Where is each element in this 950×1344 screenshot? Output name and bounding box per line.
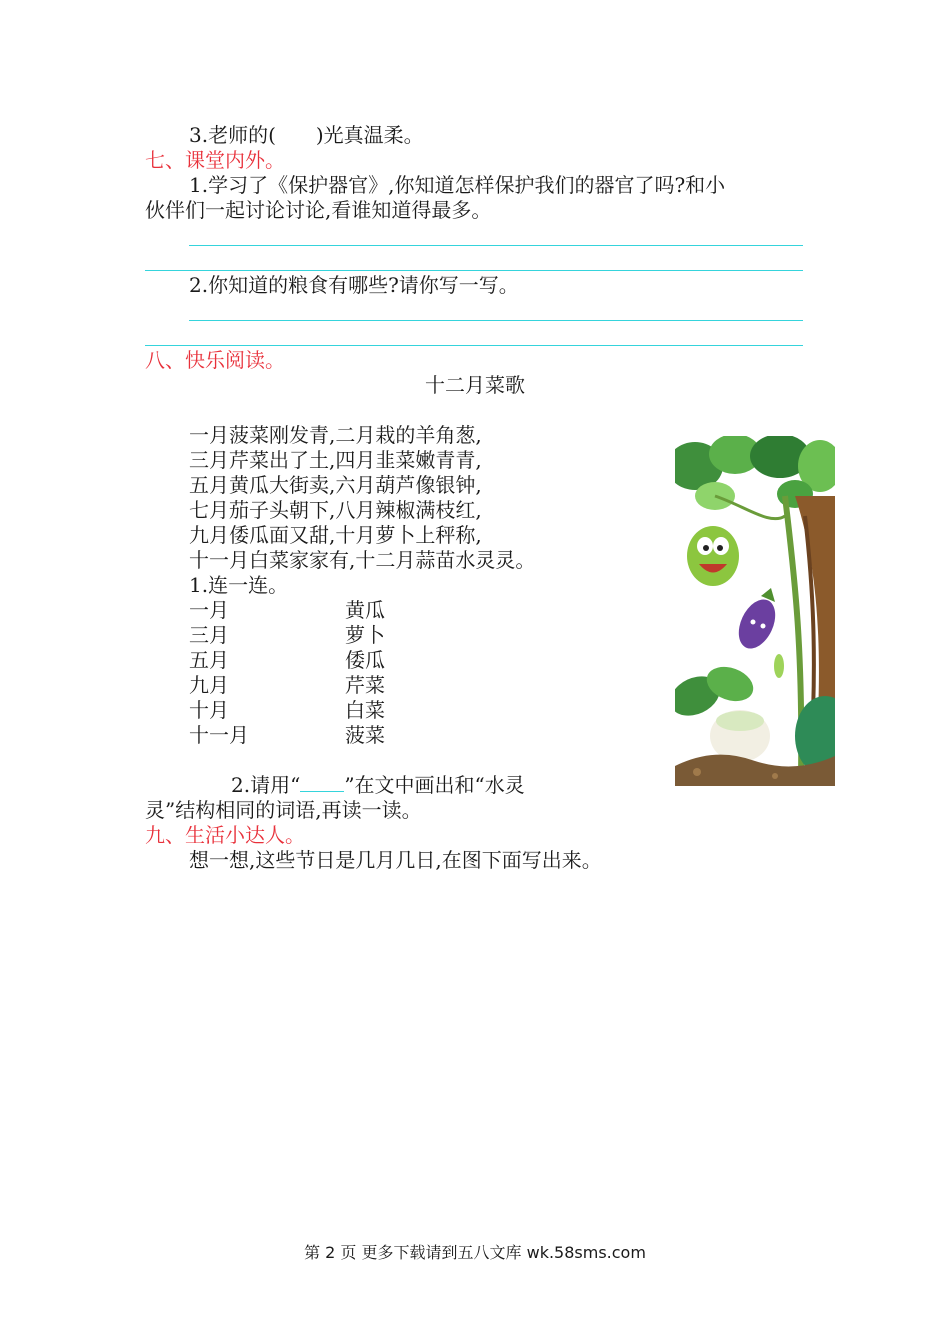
vegetable-label: 芹菜 — [345, 673, 385, 697]
question-2-line-2: 灵”结构相同的词语,再读一读。 — [145, 798, 422, 822]
section-7-item-1-line-2: 伙伴们一起讨论讨论,看谁知道得最多。 — [145, 198, 492, 222]
answer-line — [189, 320, 803, 321]
section-9-text: 想一想,这些节日是几月几日,在图下面写出来。 — [189, 848, 602, 872]
page-footer: 第 2 页 更多下载请到五八文库 wk.58sms.com — [304, 1243, 646, 1262]
poem-line: 七月茄子头朝下,八月辣椒满枝红, — [189, 498, 482, 522]
section-7-item-2: 2.你知道的粮食有哪些?请你写一写。 — [189, 273, 519, 297]
month-label: 十月 — [189, 698, 229, 722]
answer-line — [145, 345, 803, 346]
vegetable-label: 倭瓜 — [345, 648, 385, 672]
answer-line — [145, 270, 803, 271]
vegetable-label: 白菜 — [345, 698, 385, 722]
section-7-item-1-line-1: 1.学习了《保护器官》,你知道怎样保护我们的器官了吗?和小 — [189, 173, 726, 197]
month-label: 十一月 — [189, 723, 249, 747]
month-label: 一月 — [189, 598, 229, 622]
question-3: 3.老师的( )光真温柔。 — [189, 123, 424, 147]
question-2-prefix: 2.请用“ — [231, 773, 301, 797]
vegetable-label: 黄瓜 — [345, 598, 385, 622]
vegetable-label: 菠菜 — [345, 723, 385, 747]
vegetable-illustration — [675, 436, 835, 786]
poem-line: 三月芹菜出了土,四月韭菜嫩青青, — [189, 448, 482, 472]
underline-blank — [300, 773, 344, 792]
section-7-heading: 七、课堂内外。 — [145, 148, 285, 172]
section-9-heading: 九、生活小达人。 — [145, 823, 305, 847]
poem-line: 十一月白菜家家有,十二月蒜苗水灵灵。 — [189, 548, 536, 572]
answer-line — [189, 245, 803, 246]
section-8-heading: 八、快乐阅读。 — [145, 348, 285, 372]
month-label: 五月 — [189, 648, 229, 672]
poem-title: 十二月菜歌 — [425, 373, 525, 397]
matching-question: 1.连一连。 — [189, 573, 289, 597]
poem-line: 九月倭瓜面又甜,十月萝卜上秤称, — [189, 523, 482, 547]
poem-line: 一月菠菜刚发青,二月栽的羊角葱, — [189, 423, 482, 447]
month-label: 三月 — [189, 623, 229, 647]
month-label: 九月 — [189, 673, 229, 697]
question-2-suffix: ”在文中画出和“水灵 — [344, 773, 525, 797]
question-2-line-1 — [231, 773, 525, 798]
poem-line: 五月黄瓜大街卖,六月葫芦像银钟, — [189, 473, 482, 497]
vegetable-label: 萝卜 — [345, 623, 385, 647]
